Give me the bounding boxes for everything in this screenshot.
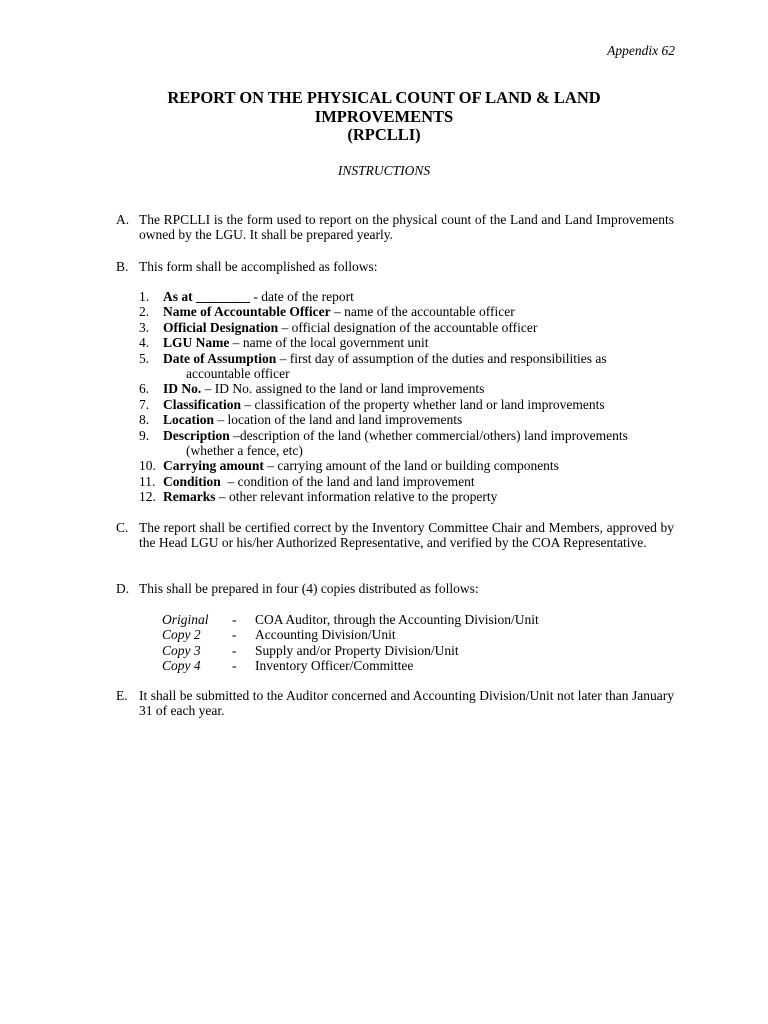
item-term: Carrying amount	[163, 458, 264, 474]
section-e	[116, 688, 674, 719]
item-desc: – carrying amount of the land or building components	[263, 458, 559, 474]
item-continuation: (whether a fence, etc)	[186, 443, 303, 459]
title-line-1: REPORT ON THE PHYSICAL COUNT OF LAND & LAND	[167, 88, 601, 107]
copy-dash: -	[232, 658, 237, 674]
list-item	[139, 397, 679, 412]
item-desc: – first day of assumption of the duties and responsibilities as	[276, 350, 607, 366]
item-desc: – condition of the land and land improvement	[220, 473, 475, 489]
item-term: Description	[163, 427, 230, 443]
section-a	[116, 212, 674, 243]
section-e-letter: E.	[116, 688, 128, 703]
item-desc: – classification of the property whether land or land improvements	[241, 396, 605, 412]
item-desc: – location of the land and land improvements	[214, 412, 463, 428]
item-term: As at ________	[163, 289, 250, 304]
item-desc: – official designation of the accountable officer	[278, 319, 538, 335]
item-term: Date of Assumption	[163, 350, 277, 366]
item-desc: – name of the local government unit	[229, 335, 429, 351]
copy-dash: -	[232, 627, 237, 643]
item-term: ID No.	[163, 381, 202, 397]
section-c-text: The report shall be certified correct by the Inventory Committee Chair and Members, approved by the Head LGU or his/her Authorized Representative, and verified by the COA Representative.	[139, 520, 674, 551]
section-c	[116, 520, 674, 551]
section-b-text: This form shall be accomplished as follows:	[139, 259, 378, 274]
copy-dash: -	[232, 612, 237, 627]
item-desc: – other relevant information relative to the property	[215, 489, 498, 505]
list-item	[139, 428, 679, 459]
item-term: Condition	[163, 473, 221, 489]
section-a-letter: A.	[116, 212, 130, 227]
item-number: 8.	[139, 412, 150, 428]
item-desc: – name of the accountable officer	[330, 304, 515, 320]
copy-recipient: Accounting Division/Unit	[255, 627, 396, 643]
section-b-letter: B.	[116, 259, 129, 274]
document-title	[0, 89, 768, 145]
list-item	[139, 289, 679, 304]
section-d-text: This shall be prepared in four (4) copies distributed as follows:	[139, 581, 479, 596]
appendix-label: Appendix 62	[607, 43, 675, 58]
item-number: 6.	[139, 381, 150, 397]
list-item	[139, 489, 679, 504]
section-e-text: It shall be submitted to the Auditor concerned and Accounting Division/Unit not later than January 31 of each year.	[139, 688, 674, 719]
item-number: 2.	[139, 304, 150, 320]
copy-row	[162, 643, 582, 658]
list-item	[139, 474, 679, 489]
section-a-text: The RPCLLI is the form used to report on the physical count of the Land and Land Improvements owned by the LGU. It shall be prepared yearly.	[139, 212, 674, 243]
item-continuation: accountable officer	[186, 366, 290, 382]
title-line-2: IMPROVEMENTS	[314, 106, 454, 126]
copy-row	[162, 627, 582, 642]
copy-name: Original	[162, 612, 209, 627]
copy-name: Copy 3	[162, 642, 201, 658]
item-number: 10.	[139, 458, 156, 474]
list-item	[139, 412, 679, 427]
item-desc: – ID No. assigned to the land or land improvements	[201, 381, 485, 397]
copy-name: Copy 2	[162, 627, 201, 643]
copy-recipient: Inventory Officer/Committee	[255, 658, 414, 674]
list-item	[139, 458, 679, 473]
copies-distribution-list	[162, 612, 582, 674]
item-desc: - date of the report	[250, 289, 354, 304]
list-item	[139, 320, 679, 335]
item-number: 3.	[139, 319, 150, 335]
copy-dash: -	[232, 642, 237, 658]
section-b	[116, 259, 674, 274]
item-number: 1.	[139, 289, 150, 304]
item-term: Name of Accountable Officer	[163, 304, 331, 320]
list-item	[139, 335, 679, 350]
item-desc: –description of the land (whether commercial/others) land improvements	[229, 427, 628, 443]
copy-recipient: Supply and/or Property Division/Unit	[255, 642, 459, 658]
copy-name: Copy 4	[162, 658, 201, 674]
item-number: 4.	[139, 335, 150, 351]
list-item	[139, 381, 679, 396]
list-item	[139, 351, 679, 382]
copy-row	[162, 612, 582, 627]
item-term: LGU Name	[163, 335, 230, 351]
section-d-letter: D.	[116, 581, 130, 596]
item-term: Official Designation	[163, 319, 279, 335]
item-number: 12.	[139, 489, 156, 505]
item-number: 7.	[139, 396, 150, 412]
section-d	[116, 581, 674, 596]
item-term: Classification	[163, 396, 242, 412]
item-term: Location	[163, 412, 215, 428]
instructions-heading: INSTRUCTIONS	[337, 163, 431, 178]
item-term: Remarks	[163, 489, 216, 505]
item-number: 5.	[139, 350, 150, 366]
title-line-3: (RPCLLI)	[347, 125, 421, 144]
item-number: 9.	[139, 427, 150, 443]
field-instructions-list	[139, 289, 679, 505]
copy-recipient: COA Auditor, through the Accounting Division/Unit	[255, 612, 539, 627]
copy-row	[162, 658, 582, 673]
item-number: 11.	[139, 473, 156, 489]
section-c-letter: C.	[116, 520, 129, 535]
list-item	[139, 304, 679, 319]
